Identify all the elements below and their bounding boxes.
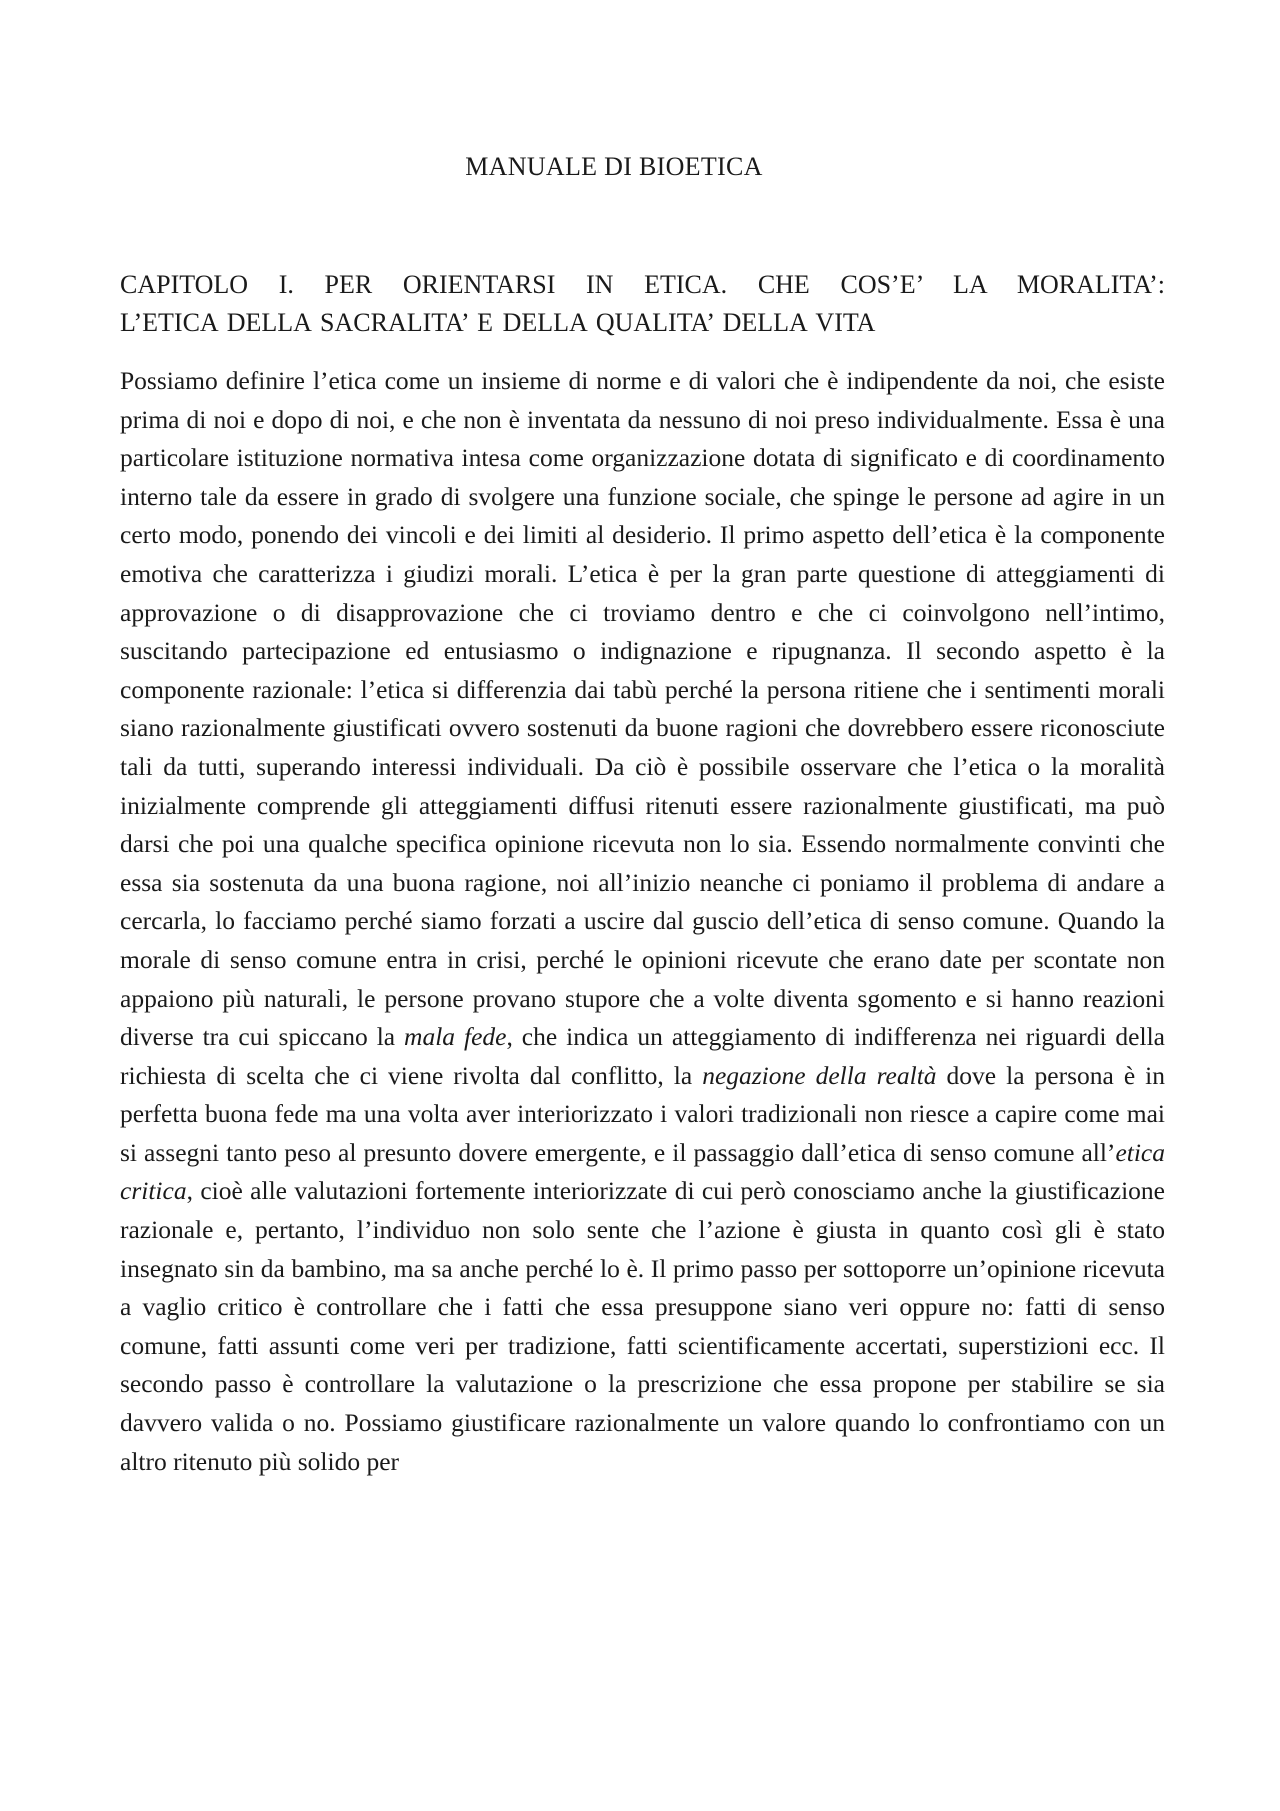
- paragraph-text-2: , che indica un atteggiamento di indifferenza nei riguardi della richiesta di scelta che ci viene rivolta dal conflitto, la: [120, 1022, 1165, 1090]
- chapter-heading-line-2: L’ETICA DELLA SACRALITA’ E DELLA QUALITA’ DELLA VITA: [120, 308, 876, 337]
- chapter-heading: [120, 266, 1165, 342]
- italic-term-etica-critica: etica critica: [120, 1137, 1165, 1206]
- italic-term-mala-fede: mala fede: [404, 1022, 507, 1052]
- chapter-heading-line-1: CAPITOLO I. PER ORIENTARSI IN ETICA. CHE COS’E’ LA MORALITA’:: [120, 270, 1165, 299]
- document-title: MANUALE DI BIOETICA: [465, 152, 763, 181]
- paragraph-text-1: Possiamo definire l’etica come un insieme di norme e di valori che è indipendente da noi, che esiste prima di noi e dopo di noi, e che non è inventata da nessuno di noi preso individualmente. Essa è una particolare istituzione normativa intesa come organizzazione dotata di significato e di coordinamento interno tale da essere in grado di svolgere una funzione sociale, che spinge le persone ad agire in un certo modo, ponendo dei vincoli e dei limiti al desiderio. Il primo aspetto dell’etica è la componente emotiva che caratterizza i giudizi morali. L’etica è per la gran parte questione di atteggiamenti di approvazione o di disapprovazione che ci troviamo dentro e che ci coinvolgono nell’intimo, suscitando partecipazione ed entusiasmo o indignazione e ripugnanza. Il secondo aspetto è la componente razionale: l’etica si differenzia dai tabù perché la persona ritiene che i sentimenti morali siano razionalmente giustificati ovvero sostenuti da buone ragioni che dovrebbero essere riconosciute tali da tutti, superando interessi individuali. Da ciò è possibile osservare che l’etica o la moralità inizialmente comprende gli atteggiamenti diffusi ritenuti essere razionalmente giustificati, ma può darsi che poi una qualche specifica opinione ricevuta non lo sia. Essendo normalmente convinti che essa sia sostenuta da una buona ragione, noi all’inizio neanche ci poniamo il problema di andare a cercarla, lo facciamo perché siamo forzati a uscire dal guscio dell’etica di senso comune. Quando la morale di senso comune entra in crisi, perché le opinioni ricevute che erano date per scontate non appaiono più naturali, le persone provano stupore che a volte diventa sgomento e si hanno reazioni diverse tra cui spiccano la: [120, 366, 1165, 1052]
- paragraph-text-3: dove la persona è in perfetta buona fede ma una volta aver interiorizzato i valori tradizionali non riesce a capire come mai si assegni tanto peso al presunto dovere emergente, e il passaggio dall’etica di senso comune all’: [120, 1060, 1165, 1167]
- body-paragraph: [120, 362, 1165, 1481]
- paragraph-text-4: , cioè alle valutazioni fortemente interiorizzate di cui però conosciamo anche la giustificazione razionale e, pertanto, l’individuo non solo sente che l’azione è giusta in quanto così gli è stato insegnato sin da bambino, ma sa anche perché lo è. Il primo passo per sottoporre un’opinione ricevuta a vaglio critico è controllare che i fatti che essa presuppone siano veri oppure no: fatti di senso comune, fatti assunti come veri per tradizione, fatti scientificamente accertati, superstizioni ecc. Il secondo passo è controllare la valutazione o la prescrizione che essa propone per stabilire se sia davvero valida o no. Possiamo giustificare razionalmente un valore quando lo confrontiamo con un altro ritenuto più solido per: [120, 1176, 1165, 1476]
- italic-term-negazione: negazione della realtà: [702, 1060, 937, 1090]
